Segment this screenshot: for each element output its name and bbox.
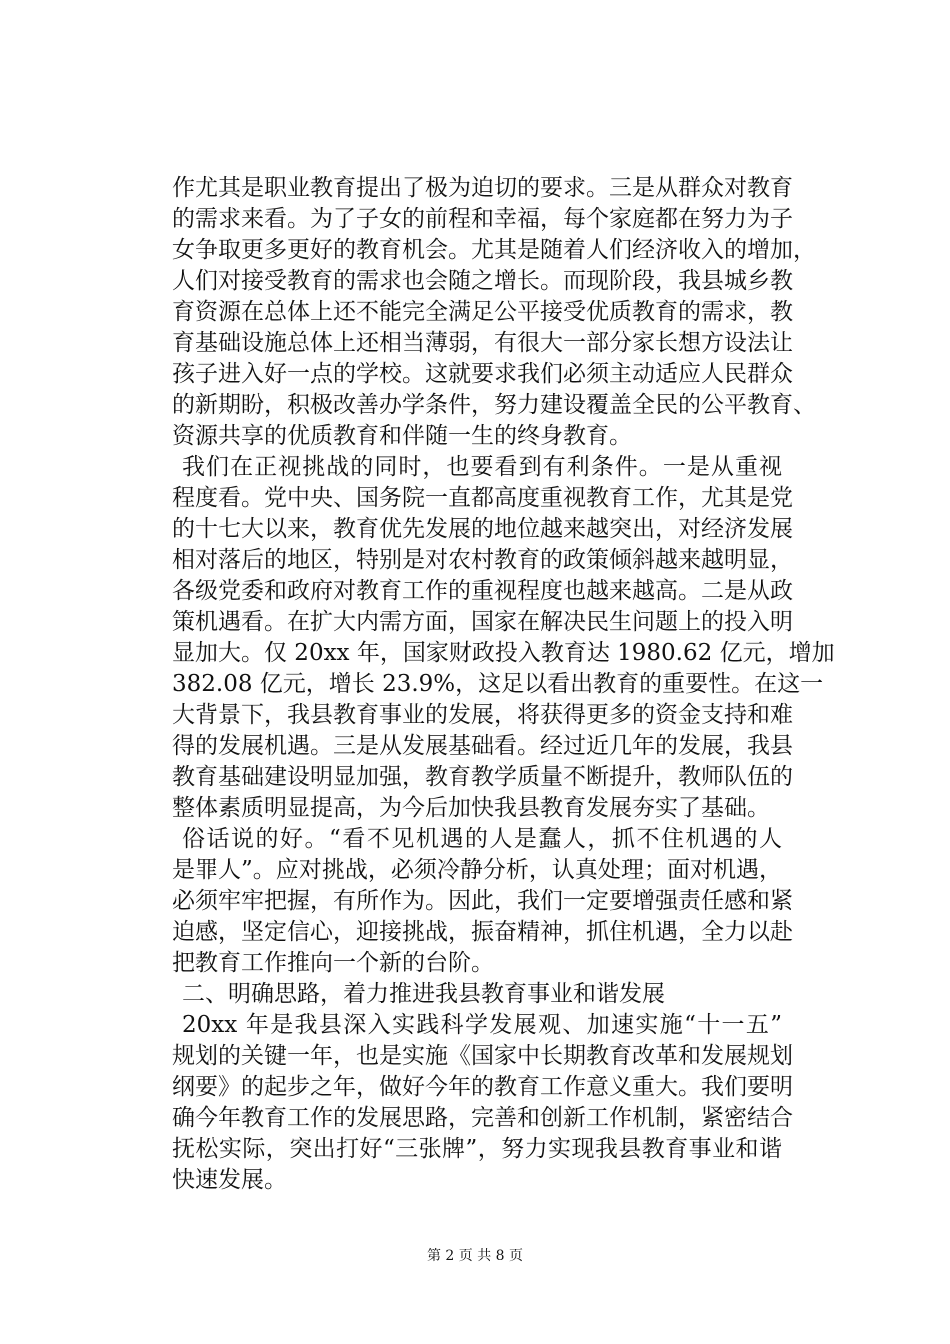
text-line: 教育基础建设明显加强，教育教学质量不断提升，教师队伍的: [172, 764, 793, 790]
text-line: 的新期盼，积极改善办学条件，努力建设覆盖全民的公平教育、: [172, 392, 816, 418]
text-line: 显加大。仅 20xx 年，国家财政投入教育达 1980.62 亿元，增加: [172, 640, 835, 666]
text-line: 作尤其是职业教育提出了极为迫切的要求。三是从群众对教育: [172, 175, 793, 201]
text-line: 382.08 亿元，增长 23.9%，这足以看出教育的重要性。在这一: [172, 671, 824, 697]
text-line: 纲要》的起步之年，做好今年的教育工作意义重大。我们要明: [172, 1074, 793, 1100]
text-line: 女争取更多更好的教育机会。尤其是随着人们经济收入的增加，: [172, 237, 816, 263]
text-line: 必须牢牢把握，有所作为。因此，我们一定要增强责任感和紧: [172, 888, 793, 914]
text-line: 育资源在总体上还不能完全满足公平接受优质教育的需求，教: [172, 299, 793, 325]
text-line: 的十七大以来，教育优先发展的地位越来越突出，对经济发展: [172, 516, 793, 542]
text-line: 各级党委和政府对教育工作的重视程度也越来越高。二是从政: [172, 578, 793, 604]
text-line: 迫感，坚定信心，迎接挑战，振奋精神，抓住机遇，全力以赴: [172, 919, 793, 945]
text-line: 整体素质明显提高，为今后加快我县教育发展夯实了基础。: [172, 795, 770, 821]
text-line: 育基础设施总体上还相当薄弱，有很大一部分家长想方设法让: [172, 330, 793, 356]
text-line: 规划的关键一年，也是实施《国家中长期教育改革和发展规划: [172, 1043, 793, 1069]
text-line: 孩子进入好一点的学校。这就要求我们必须主动适应人民群众: [172, 361, 793, 387]
text-line: 的需求来看。为了子女的前程和幸福，每个家庭都在努力为子: [172, 206, 793, 232]
text-line: 快速发展。: [172, 1167, 287, 1193]
document-body: [172, 173, 835, 1196]
text-line: 抚松实际，突出打好“三张牌”，努力实现我县教育事业和谐: [172, 1136, 782, 1162]
text-line: 程度看。党中央、国务院一直都高度重视教育工作，尤其是党: [172, 485, 793, 511]
text-line: 把教育工作推向一个新的台阶。: [172, 950, 494, 976]
section-heading: 二、明确思路，着力推进我县教育事业和谐发展: [182, 981, 665, 1007]
text-line: 是罪人”。应对挑战，必须冷静分析，认真处理；面对机遇，: [172, 857, 782, 883]
text-line: 得的发展机遇。三是从发展基础看。经过近几年的发展，我县: [172, 733, 793, 759]
text-line: 资源共享的优质教育和伴随一生的终身教育。: [172, 423, 632, 449]
page-number-footer: 第 2 页 共 8 页: [426, 1248, 524, 1264]
text-line: 大背景下，我县教育事业的发展，将获得更多的资金支持和难: [172, 702, 793, 728]
text-line: 相对落后的地区，特别是对农村教育的政策倾斜越来越明显，: [172, 547, 793, 573]
text-line: 人们对接受教育的需求也会随之增长。而现阶段，我县城乡教: [172, 268, 793, 294]
paragraph-start-line: 俗话说的好。“看不见机遇的人是蠢人，抓不住机遇的人: [182, 826, 782, 852]
text-line: 策机遇看。在扩大内需方面，国家在解决民生问题上的投入明: [172, 609, 793, 635]
paragraph-start-line: 我们在正视挑战的同时，也要看到有利条件。一是从重视: [182, 454, 782, 480]
text-line: 确今年教育工作的发展思路，完善和创新工作机制，紧密结合: [172, 1105, 793, 1131]
paragraph-start-line: 20xx 年是我县深入实践科学发展观、加速实施“十一五”: [182, 1012, 782, 1038]
